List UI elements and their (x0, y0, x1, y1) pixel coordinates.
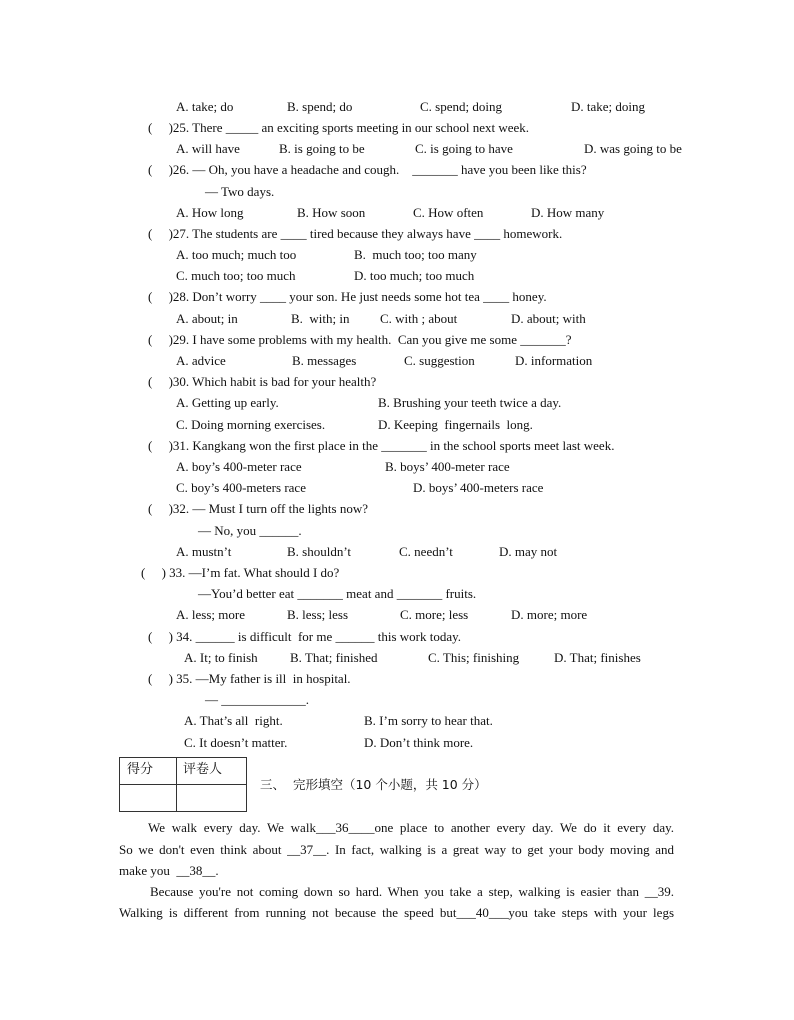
question-27-stem: ( )27. The students are ____ tired because they always have ____ homework. (148, 226, 563, 241)
option-c: C. It doesn’t matter. (184, 735, 288, 750)
passage-line: So we don't even think about __37__. In fact, walking is a great way to get your body moving and (119, 842, 674, 857)
option-c: C. How often (413, 205, 484, 220)
option-b: B. That; finished (290, 650, 378, 665)
option-c: C. more; less (400, 607, 469, 622)
grader-label: 评卷人 (183, 762, 223, 777)
passage-line: make you __38__. (119, 863, 219, 878)
section-heading: 三、 完形填空（10 个小题，共 10 分） (260, 777, 487, 792)
question-28-stem: ( )28. Don’t worry ____ your son. He just needs some hot tea ____ honey. (148, 289, 547, 304)
question-25-stem: ( )25. There _____ an exciting sports meeting in our school next week. (148, 120, 530, 135)
option-d: D. How many (531, 205, 605, 220)
question-33-followup: —You’d better eat _______ meat and _______ fruits. (198, 586, 477, 601)
option-b: B. less; less (287, 607, 349, 622)
question-34-options (0, 650, 794, 666)
option-a: A. How long (176, 205, 244, 220)
question-30-options-row-2 (0, 417, 794, 433)
question-32-options (0, 544, 794, 560)
option-d: D. information (515, 353, 593, 368)
option-d: D. take; doing (571, 99, 646, 114)
option-d: D. That; finishes (554, 650, 641, 665)
option-a: A. Getting up early. (176, 395, 279, 410)
option-d: D. more; more (511, 607, 588, 622)
option-d: D. was going to be (584, 141, 682, 156)
option-c: C. much too; too much (176, 268, 296, 283)
question-27-options-row-1 (0, 247, 794, 263)
question-25-options (0, 141, 794, 157)
option-a: A. take; do (176, 99, 234, 114)
table-divider-horizontal (120, 784, 246, 785)
question-31-options-row-1 (0, 459, 794, 475)
option-a: A. advice (176, 353, 226, 368)
option-b: B. much too; too many (354, 247, 477, 262)
option-b: B. messages (292, 353, 357, 368)
option-b: B. Brushing your teeth twice a day. (378, 395, 562, 410)
option-a: A. less; more (176, 607, 245, 622)
question-29-options (0, 353, 794, 369)
option-b: B. spend; do (287, 99, 353, 114)
question-32-stem: ( )32. — Must I turn off the lights now? (148, 501, 369, 516)
option-c: C. with ; about (380, 311, 458, 326)
option-b: B. shouldn’t (287, 544, 352, 559)
option-a: A. will have (176, 141, 240, 156)
option-c: C. spend; doing (420, 99, 502, 114)
question-32-followup: — No, you ______. (198, 523, 302, 538)
option-b: B. I’m sorry to hear that. (364, 713, 493, 728)
question-29-stem: ( )29. I have some problems with my health. Can you give me some _______? (148, 332, 572, 347)
question-26-followup: — Two days. (205, 184, 275, 199)
question-35-options-row-2 (0, 735, 794, 751)
question-26-stem: ( )26. — Oh, you have a headache and cough. _______ have you been like this? (148, 162, 587, 177)
passage-line: We walk every day. We walk___36____one place to another every day. We do it every day. (148, 820, 674, 835)
passage-line: Because you're not coming down so hard. When you take a step, walking is easier than __39. (150, 884, 674, 899)
option-d: D. Keeping fingernails long. (378, 417, 533, 432)
question-30-options-row-1 (0, 395, 794, 411)
question-30-stem: ( )30. Which habit is bad for your health? (148, 374, 377, 389)
question-28-options (0, 311, 794, 327)
option-c: C. This; finishing (428, 650, 520, 665)
option-c: C. is going to have (415, 141, 513, 156)
option-c: C. Doing morning exercises. (176, 417, 326, 432)
question-35-stem: ( ) 35. —My father is ill in hospital. (148, 671, 351, 686)
option-a: A. about; in (176, 311, 238, 326)
question-35-followup: — _____________. (205, 692, 309, 707)
option-a: A. That’s all right. (184, 713, 283, 728)
option-c: C. boy’s 400-meters race (176, 480, 306, 495)
score-table (119, 757, 247, 812)
question-26-options (0, 205, 794, 221)
question-33-stem: ( ) 33. —I’m fat. What should I do? (141, 565, 340, 580)
question-35-options-row-1 (0, 713, 794, 729)
option-d: D. boys’ 400-meters race (413, 480, 544, 495)
option-d: D. may not (499, 544, 558, 559)
option-b: B. How soon (297, 205, 366, 220)
option-d: D. about; with (511, 311, 586, 326)
option-c: C. suggestion (404, 353, 475, 368)
passage-line: Walking is different from running not because the speed but___40___you take steps with your legs (119, 905, 674, 920)
question-27-options-row-2 (0, 268, 794, 284)
question-33-options (0, 607, 794, 623)
option-a: A. too much; much too (176, 247, 297, 262)
option-c: C. needn’t (399, 544, 453, 559)
option-d: D. Don’t think more. (364, 735, 474, 750)
question-31-stem: ( )31. Kangkang won the first place in the _______ in the school sports meet last week. (148, 438, 615, 453)
option-a: A. mustn’t (176, 544, 232, 559)
option-d: D. too much; too much (354, 268, 475, 283)
option-a: A. It; to finish (184, 650, 258, 665)
option-b: B. is going to be (279, 141, 365, 156)
question-24-options (0, 99, 794, 115)
question-31-options-row-2 (0, 480, 794, 496)
score-label: 得分 (127, 762, 154, 777)
option-b: B. boys’ 400-meter race (385, 459, 510, 474)
option-a: A. boy’s 400-meter race (176, 459, 302, 474)
option-b: B. with; in (291, 311, 350, 326)
question-34-stem: ( ) 34. ______ is difficult for me ______ this work today. (148, 629, 462, 644)
